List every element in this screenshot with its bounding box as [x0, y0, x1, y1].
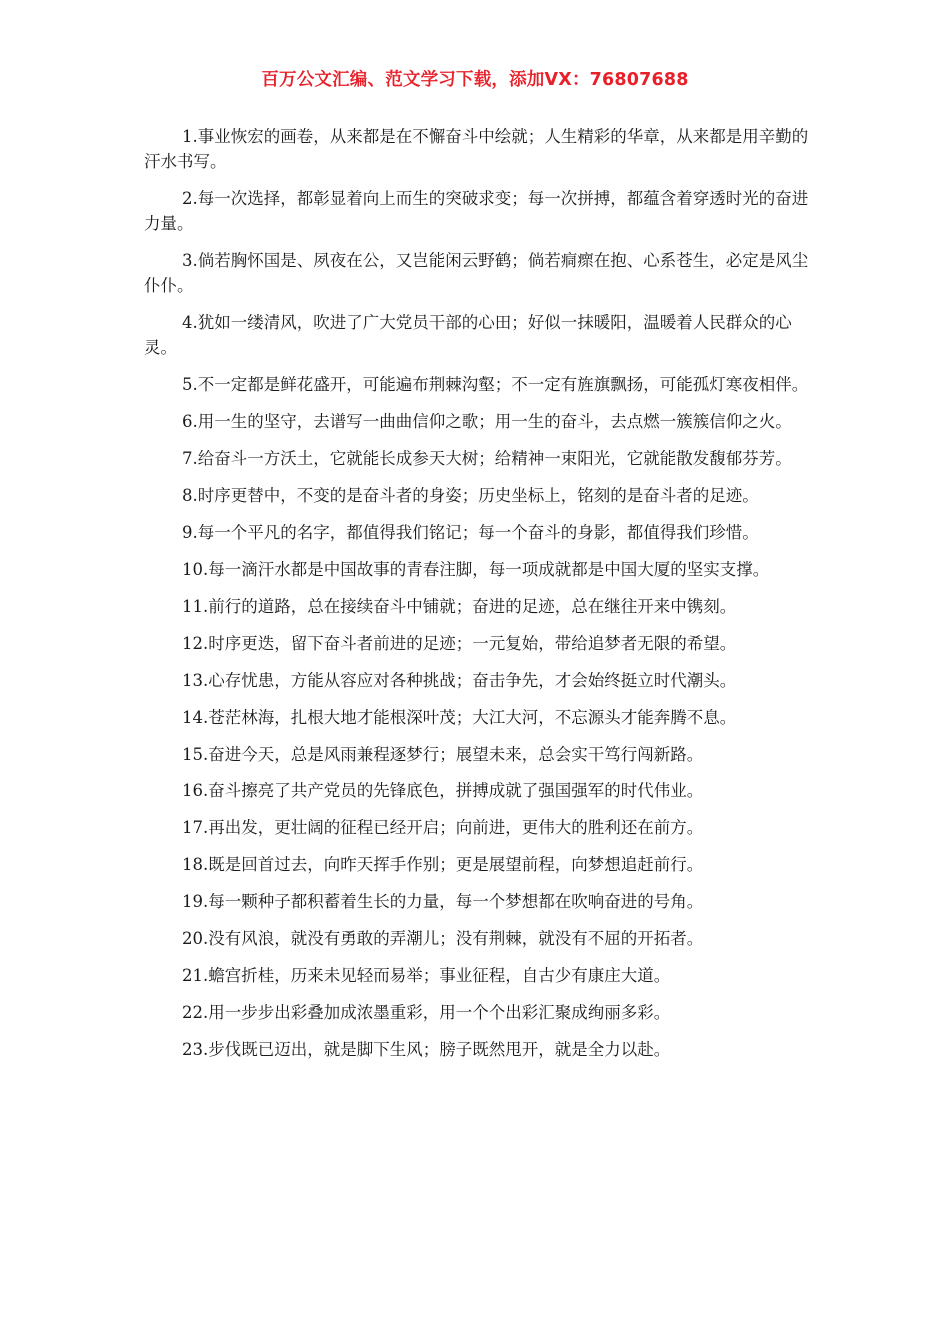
- list-item: 19.每一颗种子都积蓄着生长的力量，每一个梦想都在吹响奋进的号角。: [182, 892, 704, 912]
- list-item: 11.前行的道路，总在接续奋斗中铺就；奋进的足迹，总在继往开来中镌刻。: [182, 597, 737, 616]
- document-body: [144, 124, 816, 1074]
- list-item: 20.没有风浪，就没有勇敢的弄潮儿；没有荆棘，就没有不屈的开拓者。: [182, 929, 704, 949]
- header-notice: 百万公文汇编、范文学习下载，添加VX：76807688: [261, 70, 689, 90]
- list-item: 3.倘若胸怀国是、夙夜在公，又岂能闲云野鹤；倘若痌瘝在抱、心系苍生，必定是风尘仆仆。: [144, 251, 809, 295]
- list-item: 14.苍茫林海，扎根大地才能根深叶茂；大江大河，不忘源头才能奔腾不息。: [182, 707, 737, 727]
- list-item: 23.步伐既已迈出，就是脚下生风；膀子既然甩开，就是全力以赴。: [182, 1039, 671, 1059]
- list-item: 5.不一定都是鲜花盛开，可能遍布荆棘沟壑；不一定有旌旗飘扬，可能孤灯寒夜相伴。: [182, 375, 809, 394]
- list-item: 8.时序更替中，不变的是奋斗者的身姿；历史坐标上，铭刻的是奋斗者的足迹。: [182, 486, 759, 505]
- list-item: 18.既是回首过去，向昨天挥手作别；更是展望前程，向梦想追赶前行。: [182, 855, 704, 875]
- list-item: 10.每一滴汗水都是中国故事的青春注脚，每一项成就都是中国大厦的坚实支撑。: [182, 560, 770, 579]
- list-item: 13.心存忧患，方能从容应对各种挑战；奋击争先，才会始终挺立时代潮头。: [182, 670, 737, 690]
- list-item: 6.用一生的坚守，去谱写一曲曲信仰之歌；用一生的奋斗，去点燃一簇簇信仰之火。: [182, 412, 792, 431]
- list-item: 9.每一个平凡的名字，都值得我们铭记；每一个奋斗的身影，都值得我们珍惜。: [182, 523, 759, 542]
- list-item: 16.奋斗擦亮了共产党员的先锋底色，拼搏成就了强国强军的时代伟业。: [182, 781, 704, 801]
- list-item: 17.再出发，更壮阔的征程已经开启；向前进，更伟大的胜利还在前方。: [182, 818, 704, 838]
- list-item: 15.奋进今天，总是风雨兼程逐梦行；展望未来，总会实干笃行闯新路。: [182, 744, 704, 764]
- list-item: 1.事业恢宏的画卷，从来都是在不懈奋斗中绘就；人生精彩的华章，从来都是用辛勤的汗水书写。: [144, 127, 809, 171]
- list-item: 4.犹如一缕清风，吹进了广大党员干部的心田；好似一抹暖阳，温暖着人民群众的心灵。: [144, 313, 792, 357]
- list-item: 21.蟾宫折桂，历来未见轻而易举；事业征程，自古少有康庄大道。: [182, 965, 671, 985]
- list-item: 22.用一步步出彩叠加成浓墨重彩，用一个个出彩汇聚成绚丽多彩。: [182, 1002, 671, 1022]
- list-item: 12.时序更迭，留下奋斗者前进的足迹；一元复始，带给追梦者无限的希望。: [182, 633, 737, 653]
- list-item: 2.每一次选择，都彰显着向上而生的突破求变；每一次拼搏，都蕴含着穿透时光的奋进力量。: [144, 189, 809, 233]
- list-item: 7.给奋斗一方沃土，它就能长成参天大树；给精神一束阳光，它就能散发馥郁芬芳。: [182, 449, 792, 468]
